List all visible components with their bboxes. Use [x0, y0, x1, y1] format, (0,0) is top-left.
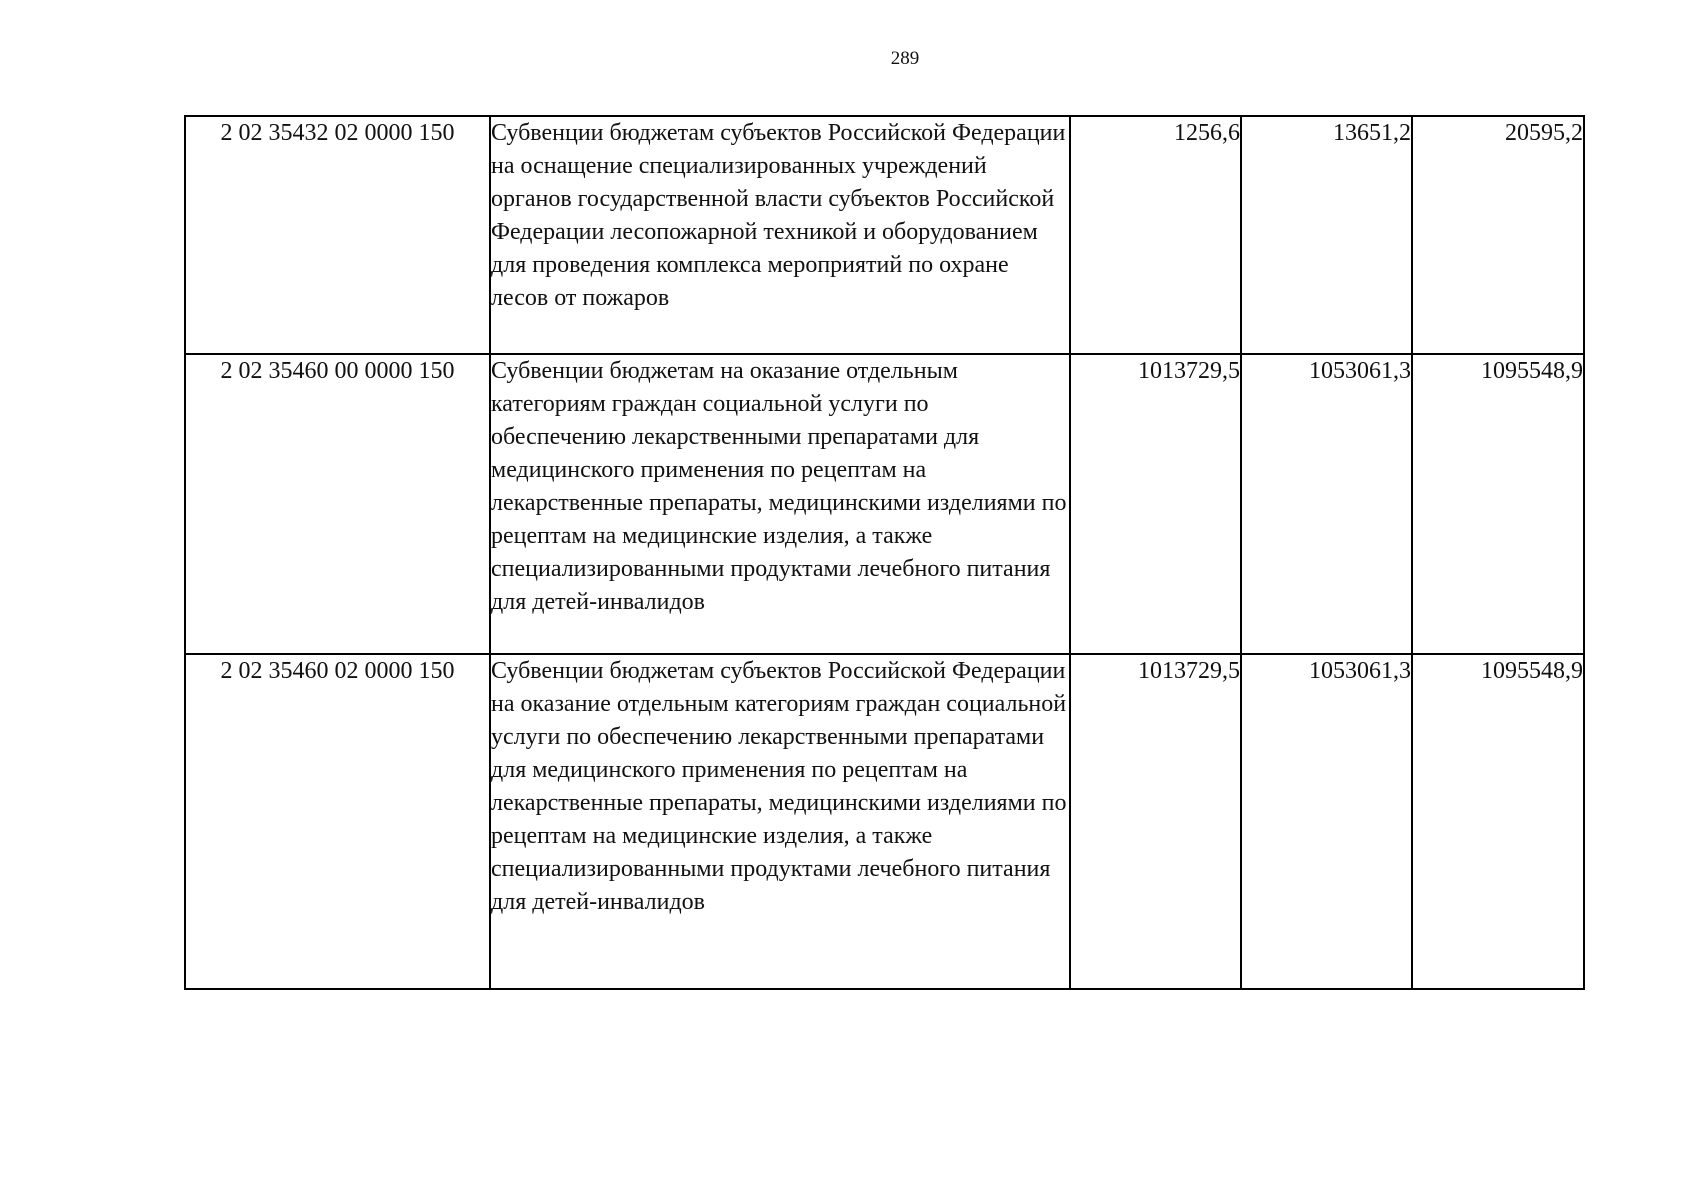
- table-row: [185, 654, 1584, 989]
- amount-cell-1: 1013729,5: [1070, 654, 1241, 989]
- amount-cell-2: 1053061,3: [1241, 654, 1412, 989]
- budget-code-cell: 2 02 35432 02 0000 150: [185, 116, 490, 354]
- amount-cell-1: 1013729,5: [1070, 354, 1241, 654]
- description-cell: Субвенции бюджетам субъектов Российской Федерации на оснащение специализированных учреждений органов государственной власти субъектов Российской Федерации лесопожарной техникой и оборудованием для проведения комплекса мероприятий по охране лесов от пожаров: [490, 116, 1070, 354]
- amount-cell-3: 20595,2: [1412, 116, 1584, 354]
- amount-cell-3: 1095548,9: [1412, 354, 1584, 654]
- amount-cell-3: 1095548,9: [1412, 654, 1584, 989]
- budget-code-cell: 2 02 35460 00 0000 150: [185, 354, 490, 654]
- budget-table: [184, 115, 1585, 990]
- table-row: [185, 116, 1584, 354]
- amount-cell-2: 1053061,3: [1241, 354, 1412, 654]
- description-cell: Субвенции бюджетам на оказание отдельным категориям граждан социальной услуги по обеспечению лекарственными препаратами для медицинского применения по рецептам на лекарственные препараты, медицинскими изделиями по рецептам на медицинские изделия, а также специализированными продуктами лечебного питания для детей-инвалидов: [490, 354, 1070, 654]
- description-cell: Субвенции бюджетам субъектов Российской Федерации на оказание отдельным категориям граждан социальной услуги по обеспечению лекарственными препаратами для медицинского применения по рецептам на лекарственные препараты, медицинскими изделиями по рецептам на медицинские изделия, а также специализированными продуктами лечебного питания для детей-инвалидов: [490, 654, 1070, 989]
- amount-cell-2: 13651,2: [1241, 116, 1412, 354]
- amount-cell-1: 1256,6: [1070, 116, 1241, 354]
- table-row: [185, 354, 1584, 654]
- budget-code-cell: 2 02 35460 02 0000 150: [185, 654, 490, 989]
- page-number: 289: [890, 48, 920, 69]
